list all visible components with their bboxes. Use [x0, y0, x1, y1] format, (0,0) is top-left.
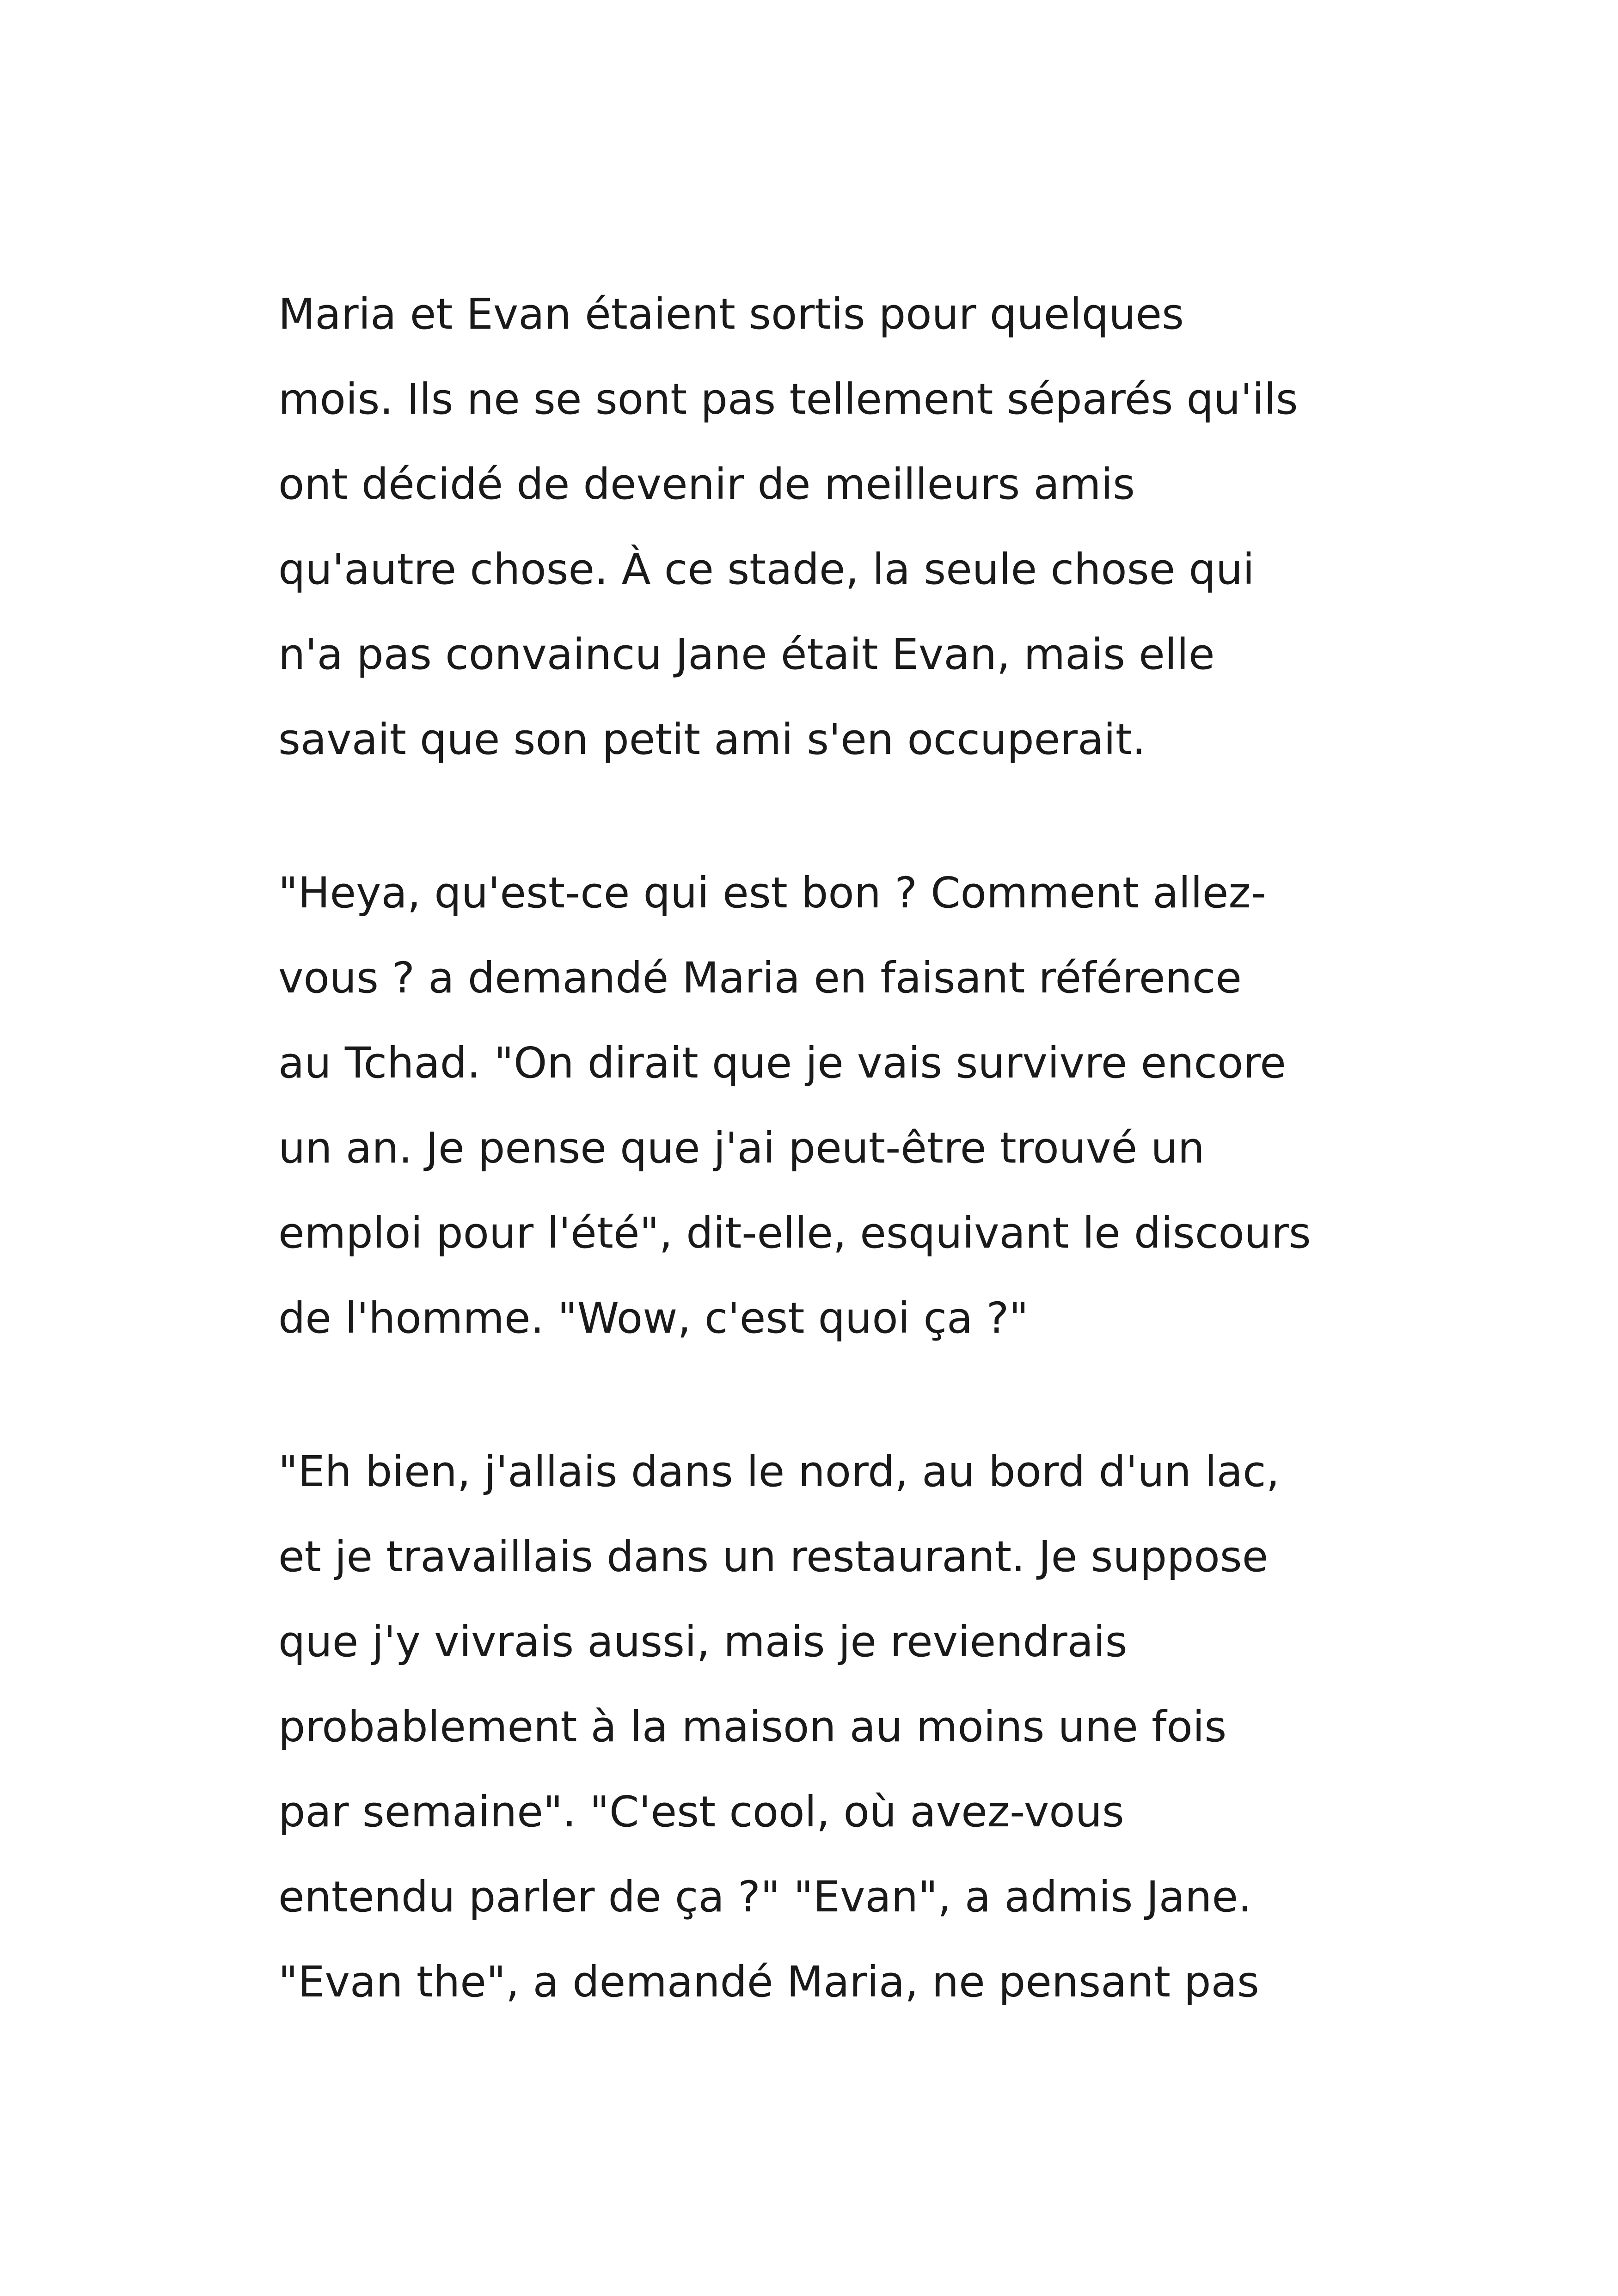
text-line: entendu parler de ça ?" "Evan", a admis Jane. [278, 1872, 1252, 1922]
text-line: par semaine". "C'est cool, où avez-vous [278, 1787, 1124, 1837]
text-line: "Heya, qu'est-ce qui est bon ? Comment allez- [278, 868, 1266, 918]
text-line: n'a pas convaincu Jane était Evan, mais elle [278, 630, 1215, 679]
text-line: mois. Ils ne se sont pas tellement séparés qu'ils [278, 374, 1298, 424]
text-line: au Tchad. "On dirait que je vais survivre encore [278, 1038, 1286, 1088]
text-line: que j'y vivrais aussi, mais je reviendrais [278, 1617, 1128, 1666]
text-line: de l'homme. "Wow, c'est quoi ça ?" [278, 1293, 1029, 1343]
text-line: et je travaillais dans un restaurant. Je suppose [278, 1532, 1269, 1581]
text-line: probablement à la maison au moins une fois [278, 1702, 1227, 1751]
text-line: savait que son petit ami s'en occuperait. [278, 715, 1146, 764]
paragraph-2 [278, 851, 1388, 1361]
text-line: "Evan the", a demandé Maria, ne pensant pas [278, 1957, 1259, 2007]
paragraph-1 [278, 272, 1388, 782]
text-line: emploi pour l'été", dit-elle, esquivant le discours [278, 1208, 1311, 1258]
text-line: qu'autre chose. À ce stade, la seule chose qui [278, 545, 1255, 594]
text-line: vous ? a demandé Maria en faisant référence [278, 953, 1242, 1003]
text-line: ont décidé de devenir de meilleurs amis [278, 459, 1135, 509]
paragraph-3 [278, 1429, 1388, 2025]
text-line: un an. Je pense que j'ai peut-être trouvé un [278, 1123, 1205, 1173]
text-line: "Eh bien, j'allais dans le nord, au bord d'un lac, [278, 1447, 1280, 1496]
text-line: Maria et Evan étaient sortis pour quelques [278, 289, 1184, 339]
